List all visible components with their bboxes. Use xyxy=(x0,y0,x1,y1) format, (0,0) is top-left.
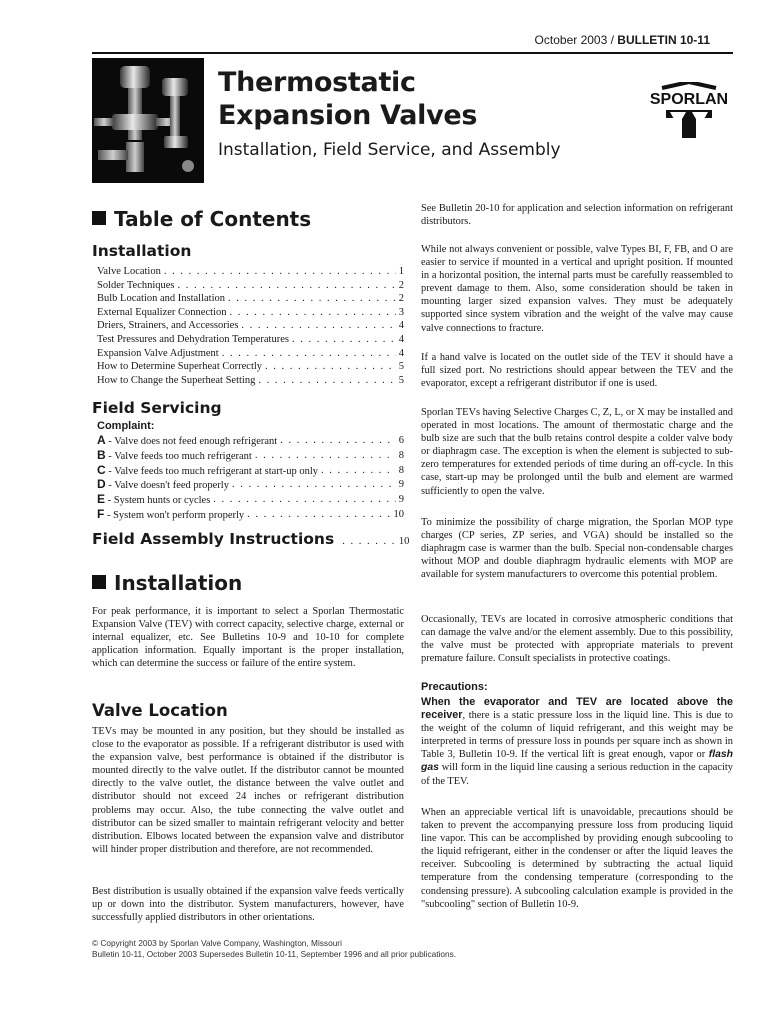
valve-location-paragraph-1: TEVs may be mounted in any position, but they should be installed as close to the evaporator as possible. If a refrigerant distributor is used with the expansion valve, best performance is obtained if the distributor is mounted directly to the valve outlet. If the distributor cannot be mounted directly to the valve outlet, the distance between the valve outlet and distributor should not exceed 24 inches or refrigerant distribution problems may occur. Also, the tube connecting the valve outlet and distributor can be sized smaller to maintain refrigerant velocity and better distribution. Elbows located between the expansion valve and distributor will hinder proper distribution and therefore, are not recommended. xyxy=(92,726,404,855)
toc-complaint-item[interactable]: A - Valve does not feed enough refrigerant . . . 6 xyxy=(97,434,404,449)
toc-field-assembly-page: 10 xyxy=(398,536,410,547)
corrosion-paragraph: Occasionally, TEVs are located in corrosive atmospheric conditions that can damage the valve and/or the element assembly. Due to this possibility, the valve must be protected with appropriate materials to prevent premature failure. Consult specialists in protective coatings. xyxy=(421,614,733,665)
toc-complaint-list xyxy=(97,434,404,523)
footer-supersedes: Bulletin 10-11, October 2003 Supersedes Bulletin 10-11, September 1996 and all prior publications. xyxy=(92,949,457,959)
toc-item[interactable]: Driers, Strainers, and Accessories . . . 4 xyxy=(97,319,404,333)
subcooling-paragraph: When an appreciable vertical lift is unavoidable, precautions should be taken to prevent the accompanying pressure loss from producing liquid line vapor. This can be accomplished by providing enough subcooling to the liquid refrigerant, either in the condenser or after the liquid leaves the receiver. Subcooling is determined by subtracting the actual liquid temperature from the condensing temperature (corresponding to the condensing pressure). A subcooling calculation example is provided in the "subcooling" section of Bulletin 10-9. xyxy=(421,807,733,910)
document-title xyxy=(218,66,477,132)
toc-complaint-item[interactable]: B - Valve feeds too much refrigerant . . . 8 xyxy=(97,449,404,464)
precautions-heading: Precautions: xyxy=(421,681,488,693)
toc-complaint-item[interactable]: D - Valve doesn't feed properly . . . 9 xyxy=(97,478,404,493)
bulletin-header xyxy=(535,33,710,47)
bulletin-separator: / xyxy=(610,33,614,47)
installation-heading: Installation xyxy=(92,571,242,595)
mounting-position-paragraph: While not always convenient or possible, valve Types BI, F, FB, and O are easier to service if mounted in a vertical and upright position. If mounted in a horizontal position, the internal parts must be carefully reassembled to prevent damage to them. Also, some consideration should be taken in mounting larger sized expansion valves. They must be adequately supported since system vibration and the weight of the valve may cause valve connections to fracture. xyxy=(421,244,733,334)
bulletin-date: October 2003 xyxy=(534,33,608,47)
toc-field-servicing-heading: Field Servicing xyxy=(92,399,222,417)
logo-text: SPORLAN xyxy=(649,91,729,108)
toc-installation-list xyxy=(97,265,404,387)
bulletin-number: BULLETIN 10-11 xyxy=(617,33,710,47)
selective-charges-paragraph: Sporlan TEVs having Selective Charges C, Z, L, or X may be installed and operated in most locations. The amount of thermostatic charge and the bulb size are such that the bulb retains control despite a colder valve body or diaphragm case. The exception is when the element is subjected to sub-zero temperatures for extended periods of time during an off-cycle. In this case, start-up may be prolonged until the bulb and element are warmed sufficiently to open the valve. xyxy=(421,407,733,497)
toc-item[interactable]: Expansion Valve Adjustment . . . 4 xyxy=(97,347,404,361)
section-square-icon xyxy=(92,211,106,225)
toc-field-assembly-heading: Field Assembly Instructions xyxy=(92,530,335,548)
toc-item[interactable]: Valve Location . . . 1 xyxy=(97,265,404,279)
toc-complaint-item[interactable]: F - System won't perform properly . . . 10 xyxy=(97,508,404,523)
valve-location-paragraph-2: Best distribution is usually obtained if the expansion valve feeds vertically up or down into the distributor. System manufacturers, however, have successfully applied distributors in other orientations. xyxy=(92,886,404,924)
toc-installation-heading: Installation xyxy=(92,242,192,260)
precautions-lead: When the evaporator and TEV are located above the receiver xyxy=(421,696,733,722)
footer-copyright: © Copyright 2003 by Sporlan Valve Company, Washington, Missouri xyxy=(92,938,342,948)
installation-intro: For peak performance, it is important to select a Sporlan Thermostatic Expansion Valve (TEV) with correct capacity, selective charge, external or internal equalizer, etc. See Bulletins 10-9 and 10-10 for complete application information. Equally important is the proper installation, which can determine the success or failure of the entire system. xyxy=(92,606,404,670)
section-square-icon xyxy=(92,575,106,589)
toc-item[interactable]: Bulb Location and Installation . . . 2 xyxy=(97,292,404,306)
flash-gas-term: flash gas xyxy=(421,749,733,774)
distributor-reference-paragraph: See Bulletin 20-10 for application and selection information on refrigerant distributors. xyxy=(421,203,733,228)
toc-complaint-label: Complaint: xyxy=(97,420,155,432)
charge-migration-paragraph: To minimize the possibility of charge migration, the Sporlan MOP type charges (CP series, ZP series, and VGA) should be installed so the diaphragm case is warmer than the bulb. Special non-condensable charges without MOP and double diaphragm hydraulic elements with MOP are available for system manufacturers to overcome this potential problem. xyxy=(421,517,733,581)
title-line-1: Thermostatic xyxy=(218,67,416,98)
toc-complaint-item[interactable]: E - System hunts or cycles . . . 9 xyxy=(97,493,404,508)
valve-product-photo xyxy=(92,58,204,183)
valve-location-heading: Valve Location xyxy=(92,701,228,720)
toc-item[interactable]: Test Pressures and Dehydration Temperatures . . . 4 xyxy=(97,333,404,347)
toc-field-assembly-entry[interactable]: Field Assembly Instructions . . . . . . . 10 xyxy=(92,530,410,548)
footer xyxy=(92,938,456,960)
precautions-paragraph: When the evaporator and TEV are located above the receiver, there is a static pressure loss in the liquid line. This is due to the weight of the column of liquid refrigerant, and this weight may be interpreted in terms of pressure loss in pounds per square inch as shown in Table 3, Bulletin 10-9. If the vertical lift is great enough, vapor or flash gas will form in the liquid line causing a serious reduction in the capacity of the TEV. xyxy=(421,696,733,787)
toc-complaint-item[interactable]: C - Valve feeds too much refrigerant at start-up only . . . 8 xyxy=(97,464,404,479)
hand-valve-paragraph: If a hand valve is located on the outlet side of the TEV it should have a full sized port. No restrictions should appear between the TEV and the evaporator, except a refrigerant distributor if one is used. xyxy=(421,352,733,390)
title-line-2: Expansion Valves xyxy=(218,100,478,131)
header-rule xyxy=(92,52,733,54)
sporlan-logo xyxy=(640,82,738,140)
toc-item[interactable]: External Equalizer Connection . . . 3 xyxy=(97,306,404,320)
toc-item[interactable]: How to Change the Superheat Setting . . . 5 xyxy=(97,374,404,388)
document-subtitle: Installation, Field Service, and Assembly xyxy=(218,140,561,160)
toc-item[interactable]: Solder Techniques . . . 2 xyxy=(97,279,404,293)
toc-item[interactable]: How to Determine Superheat Correctly . . . 5 xyxy=(97,360,404,374)
toc-heading: Table of Contents xyxy=(92,207,311,231)
